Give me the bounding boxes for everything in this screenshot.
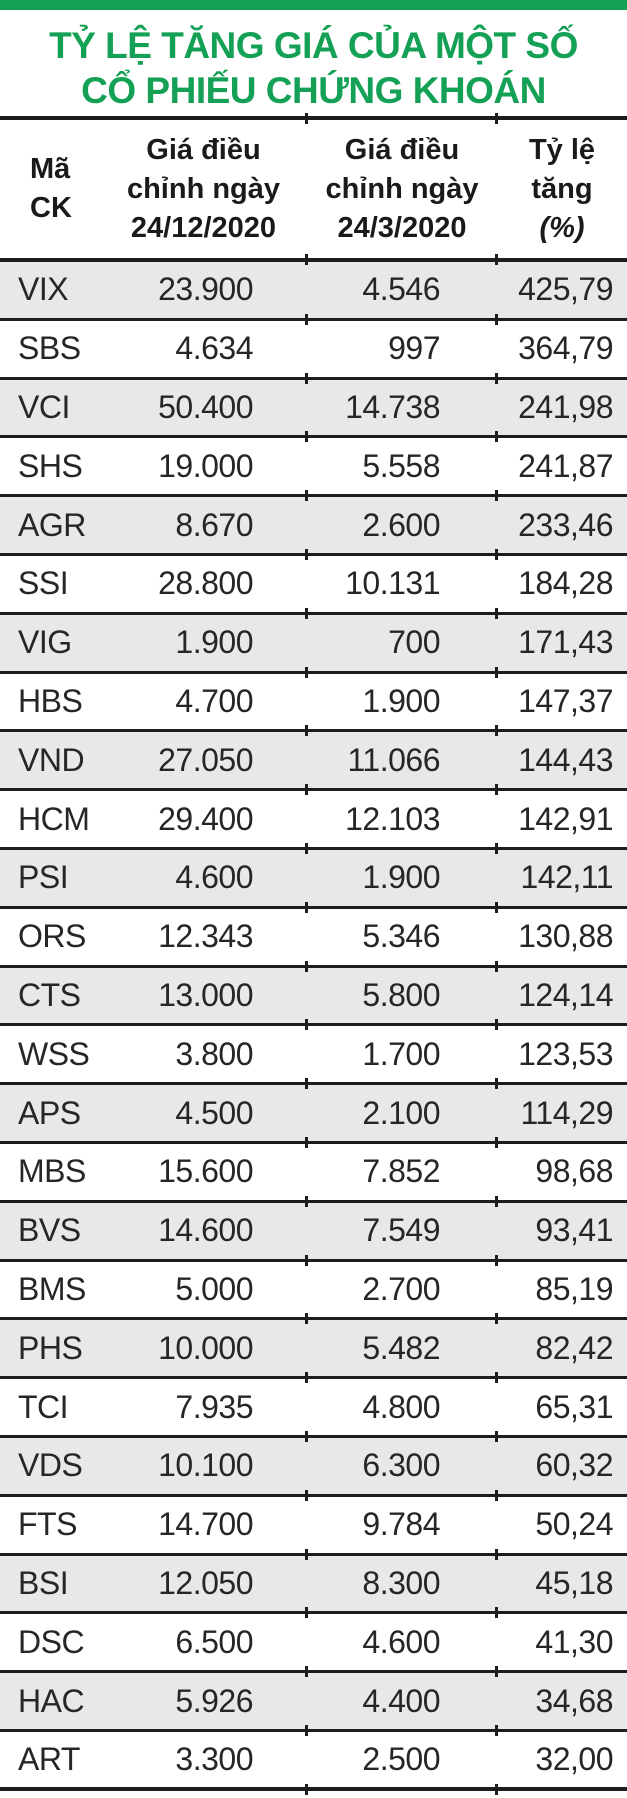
price-dec-cell: 8.670 — [175, 506, 253, 543]
increase-pct-cell: 41,30 — [535, 1623, 613, 1660]
price-mar-cell: 997 — [388, 330, 440, 367]
column-divider-tick — [495, 1078, 498, 1089]
stock-code-cell: ART — [18, 1740, 80, 1777]
column-divider-tick — [495, 961, 498, 972]
price-dec-cell: 6.500 — [175, 1623, 253, 1660]
table-row — [0, 497, 627, 556]
increase-pct-cell: 144,43 — [518, 741, 613, 778]
price-mar-cell: 5.558 — [362, 447, 440, 484]
price-mar-cell: 6.300 — [362, 1447, 440, 1484]
column-divider-tick — [305, 113, 308, 124]
stock-code-cell: HAC — [18, 1682, 85, 1719]
column-divider-tick — [305, 1372, 308, 1383]
table-row — [0, 1026, 627, 1085]
table-row — [0, 1144, 627, 1203]
column-divider-tick — [495, 490, 498, 501]
column-divider-tick — [495, 549, 498, 560]
increase-pct-cell: 93,41 — [535, 1212, 613, 1249]
column-divider-tick — [495, 1549, 498, 1560]
price-dec-cell: 28.800 — [158, 565, 253, 602]
table-row — [0, 968, 627, 1027]
increase-pct-cell: 171,43 — [518, 624, 613, 661]
price-mar-cell: 4.800 — [362, 1388, 440, 1425]
column-divider-tick — [495, 113, 498, 124]
price-dec-cell: 14.700 — [158, 1506, 253, 1543]
column-divider-tick — [495, 1725, 498, 1736]
increase-pct-cell: 114,29 — [520, 1094, 613, 1131]
stock-code-cell: HBS — [18, 682, 83, 719]
price-mar-cell: 2.500 — [362, 1740, 440, 1777]
page-title — [0, 23, 627, 113]
price-dec-cell: 23.900 — [158, 271, 253, 308]
column-divider-tick — [305, 1725, 308, 1736]
stock-code-cell: APS — [18, 1094, 81, 1131]
price-dec-cell: 4.600 — [175, 859, 253, 896]
stock-code-cell: SHS — [18, 447, 83, 484]
column-divider-tick — [305, 314, 308, 325]
price-dec-cell: 4.700 — [175, 682, 253, 719]
price-mar-cell: 11.066 — [347, 741, 440, 778]
header-price-mar: Giá điều chỉnh ngày 24/3/2020 — [325, 133, 479, 244]
column-divider-tick — [495, 1137, 498, 1148]
increase-pct-cell: 425,79 — [518, 271, 613, 308]
table-row — [0, 615, 627, 674]
column-divider-tick — [495, 1431, 498, 1442]
increase-pct-cell: 147,37 — [518, 682, 613, 719]
table-row — [0, 262, 627, 321]
increase-pct-cell: 34,68 — [535, 1682, 613, 1719]
increase-pct-cell: 50,24 — [535, 1506, 613, 1543]
column-divider-tick — [305, 254, 308, 265]
price-dec-cell: 1.900 — [175, 624, 253, 661]
header-percent-unit: (%) — [539, 211, 585, 244]
column-divider-tick — [305, 490, 308, 501]
stock-code-cell: SSI — [18, 565, 69, 602]
increase-pct-cell: 241,87 — [518, 447, 613, 484]
column-divider-tick — [305, 373, 308, 384]
increase-pct-cell: 65,31 — [535, 1388, 613, 1425]
column-divider-tick — [305, 1255, 308, 1266]
price-dec-cell: 10.100 — [158, 1447, 253, 1484]
price-mar-cell: 7.852 — [362, 1153, 440, 1190]
column-divider-tick — [305, 1019, 308, 1030]
increase-pct-cell: 241,98 — [518, 388, 613, 425]
column-divider-tick — [495, 314, 498, 325]
column-divider-tick — [305, 843, 308, 854]
price-mar-cell: 14.738 — [345, 388, 440, 425]
price-dec-cell: 50.400 — [158, 388, 253, 425]
price-dec-cell: 3.800 — [175, 1035, 253, 1072]
column-divider-tick — [495, 1784, 498, 1795]
column-divider-tick — [305, 608, 308, 619]
column-divider-tick — [495, 1490, 498, 1501]
stock-code-cell: BMS — [18, 1270, 86, 1307]
price-mar-cell: 4.546 — [362, 271, 440, 308]
stock-code-cell: MBS — [18, 1153, 86, 1190]
column-divider-tick — [495, 1019, 498, 1030]
table-row — [0, 438, 627, 497]
table-row — [0, 674, 627, 733]
stock-code-cell: VCI — [18, 388, 70, 425]
column-divider-tick — [495, 725, 498, 736]
price-mar-cell: 1.700 — [362, 1035, 440, 1072]
column-divider-tick — [305, 1549, 308, 1560]
column-divider-tick — [305, 1313, 308, 1324]
stock-code-cell: BVS — [18, 1212, 81, 1249]
stock-code-cell: BSI — [18, 1564, 69, 1601]
price-dec-cell: 4.634 — [175, 330, 253, 367]
column-divider-tick — [495, 1196, 498, 1207]
price-mar-cell: 4.600 — [362, 1623, 440, 1660]
stock-code-cell: TCI — [18, 1388, 69, 1425]
stock-code-cell: AGR — [18, 506, 86, 543]
column-divider-tick — [305, 549, 308, 560]
stock-code-cell: ORS — [18, 918, 86, 955]
price-mar-cell: 4.400 — [362, 1682, 440, 1719]
column-divider-tick — [305, 1078, 308, 1089]
price-dec-cell: 12.050 — [158, 1564, 253, 1601]
column-divider-tick — [305, 1137, 308, 1148]
increase-pct-cell: 142,11 — [520, 859, 613, 896]
increase-pct-cell: 32,00 — [535, 1740, 613, 1777]
price-mar-cell: 700 — [388, 624, 440, 661]
increase-pct-cell: 364,79 — [518, 330, 613, 367]
table-row — [0, 1732, 627, 1791]
price-dec-cell: 27.050 — [158, 741, 253, 778]
increase-pct-cell: 124,14 — [518, 976, 613, 1013]
price-dec-cell: 12.343 — [158, 918, 253, 955]
price-mar-cell: 2.700 — [362, 1270, 440, 1307]
price-mar-cell: 8.300 — [362, 1564, 440, 1601]
stock-code-cell: VIG — [18, 624, 72, 661]
column-divider-tick — [495, 667, 498, 678]
column-divider-tick — [495, 1313, 498, 1324]
price-dec-cell: 29.400 — [158, 800, 253, 837]
stock-code-cell: FTS — [18, 1506, 77, 1543]
stock-code-cell: HCM — [18, 800, 90, 837]
increase-pct-cell: 130,88 — [518, 918, 613, 955]
column-divider-tick — [495, 1607, 498, 1618]
column-divider-tick — [495, 1666, 498, 1677]
table-row — [0, 909, 627, 968]
price-dec-cell: 5.000 — [175, 1270, 253, 1307]
column-divider-tick — [495, 431, 498, 442]
column-divider-tick — [305, 1196, 308, 1207]
table-row — [0, 1556, 627, 1615]
price-dec-cell: 15.600 — [158, 1153, 253, 1190]
price-mar-cell: 12.103 — [345, 800, 440, 837]
column-divider-tick — [305, 1784, 308, 1795]
column-divider-tick — [305, 784, 308, 795]
price-mar-cell: 7.549 — [362, 1212, 440, 1249]
table-row — [0, 1203, 627, 1262]
increase-pct-cell: 123,53 — [518, 1035, 613, 1072]
price-mar-cell: 1.900 — [362, 859, 440, 896]
stock-code-cell: VIX — [18, 271, 69, 308]
increase-pct-cell: 82,42 — [535, 1329, 613, 1366]
increase-pct-cell: 233,46 — [518, 506, 613, 543]
table-header-row — [0, 120, 627, 262]
table-row — [0, 556, 627, 615]
table-body — [0, 262, 627, 1791]
price-dec-cell: 19.000 — [158, 447, 253, 484]
stock-code-cell: PSI — [18, 859, 69, 896]
header-price-dec: Giá điều chỉnh ngày 24/12/2020 — [126, 133, 281, 244]
increase-pct-cell: 45,18 — [535, 1564, 613, 1601]
price-mar-cell: 1.900 — [362, 682, 440, 719]
column-divider-tick — [495, 608, 498, 619]
header-stock-code: Mã CK — [30, 153, 72, 224]
column-divider-tick — [495, 373, 498, 384]
price-mar-cell: 2.100 — [362, 1094, 440, 1131]
column-divider-tick — [305, 1431, 308, 1442]
column-divider-tick — [495, 843, 498, 854]
column-divider-tick — [305, 1607, 308, 1618]
table-row — [0, 1320, 627, 1379]
price-mar-cell: 2.600 — [362, 506, 440, 543]
table-row — [0, 791, 627, 850]
column-divider-tick — [495, 1372, 498, 1383]
table-row — [0, 380, 627, 439]
table-row — [0, 732, 627, 791]
price-mar-cell: 9.784 — [362, 1506, 440, 1543]
table-row — [0, 1085, 627, 1144]
stock-code-cell: CTS — [18, 976, 81, 1013]
price-dec-cell: 10.000 — [158, 1329, 253, 1366]
table-row — [0, 1438, 627, 1497]
column-divider-tick — [495, 1255, 498, 1266]
column-divider-tick — [305, 1666, 308, 1677]
price-dec-cell: 5.926 — [175, 1682, 253, 1719]
stock-code-cell: VDS — [18, 1447, 83, 1484]
column-divider-tick — [495, 784, 498, 795]
table-row — [0, 1673, 627, 1732]
price-dec-cell: 4.500 — [175, 1094, 253, 1131]
increase-pct-cell: 142,91 — [518, 800, 613, 837]
stock-code-cell: WSS — [18, 1035, 90, 1072]
increase-pct-cell: 85,19 — [535, 1270, 613, 1307]
column-divider-tick — [305, 725, 308, 736]
table-row — [0, 850, 627, 909]
increase-pct-cell: 60,32 — [535, 1447, 613, 1484]
price-mar-cell: 5.482 — [362, 1329, 440, 1366]
column-divider-tick — [305, 667, 308, 678]
column-divider-tick — [495, 254, 498, 265]
increase-pct-cell: 98,68 — [535, 1153, 613, 1190]
price-dec-cell: 3.300 — [175, 1740, 253, 1777]
table-row — [0, 1262, 627, 1321]
column-divider-tick — [305, 1490, 308, 1501]
table-row — [0, 1497, 627, 1556]
top-accent-bar — [0, 0, 627, 10]
table-row — [0, 1614, 627, 1673]
price-dec-cell: 7.935 — [175, 1388, 253, 1425]
price-dec-cell: 13.000 — [158, 976, 253, 1013]
price-dec-cell: 14.600 — [158, 1212, 253, 1249]
stock-code-cell: PHS — [18, 1329, 83, 1366]
price-mar-cell: 10.131 — [345, 565, 440, 602]
stock-code-cell: SBS — [18, 330, 81, 367]
table-row — [0, 321, 627, 380]
header-increase-pct: Tỷ lệ tăng (%) — [497, 131, 627, 248]
stock-code-cell: DSC — [18, 1623, 85, 1660]
increase-pct-cell: 184,28 — [518, 565, 613, 602]
stock-code-cell: VND — [18, 741, 85, 778]
page-title-line1: TỶ LỆ TĂNG GIÁ CỦA MỘT SỐ — [49, 25, 578, 66]
column-divider-tick — [495, 902, 498, 913]
column-divider-tick — [305, 961, 308, 972]
page-title-line2: CỔ PHIẾU CHỨNG KHOÁN — [81, 70, 546, 111]
column-divider-tick — [305, 431, 308, 442]
column-divider-tick — [305, 902, 308, 913]
price-mar-cell: 5.800 — [362, 976, 440, 1013]
table-row — [0, 1379, 627, 1438]
price-mar-cell: 5.346 — [362, 918, 440, 955]
